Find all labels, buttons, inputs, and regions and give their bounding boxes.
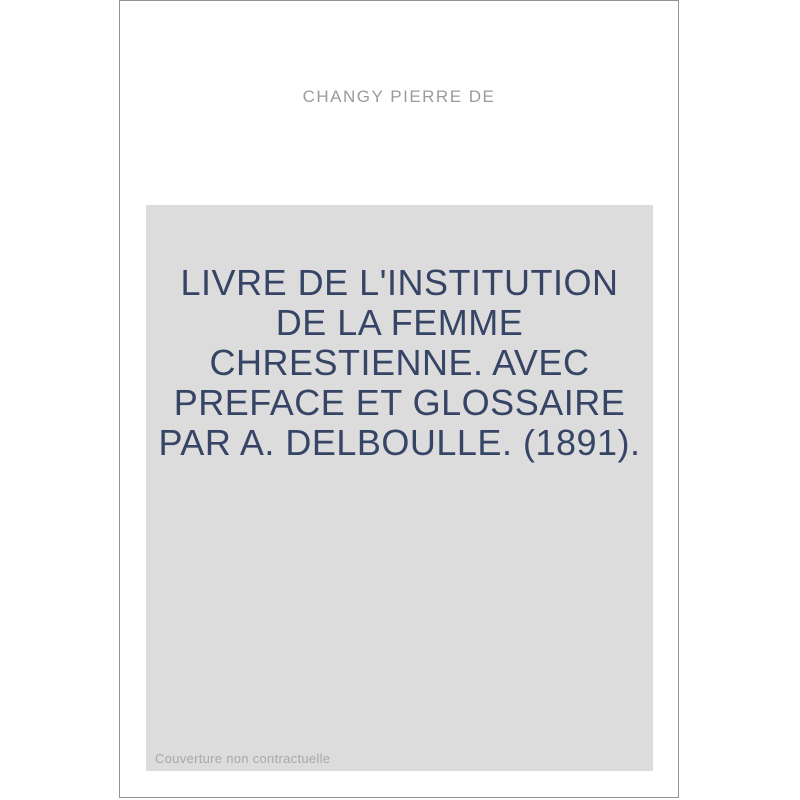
book-title bbox=[146, 263, 653, 463]
cover-image-area bbox=[146, 205, 653, 771]
book-title-line: LIVRE DE L'INSTITUTION bbox=[180, 262, 619, 303]
book-title-line: CHRESTIENNE. AVEC bbox=[209, 342, 590, 383]
book-cover-placeholder bbox=[119, 0, 679, 798]
cover-disclaimer: Couverture non contractuelle bbox=[155, 751, 331, 766]
book-title-line: PAR A. DELBOULLE. (1891). bbox=[158, 422, 641, 463]
book-title-line: DE LA FEMME bbox=[275, 302, 524, 343]
book-title-line: PREFACE ET GLOSSAIRE bbox=[173, 382, 626, 423]
author-name: CHANGY PIERRE DE bbox=[302, 87, 496, 106]
